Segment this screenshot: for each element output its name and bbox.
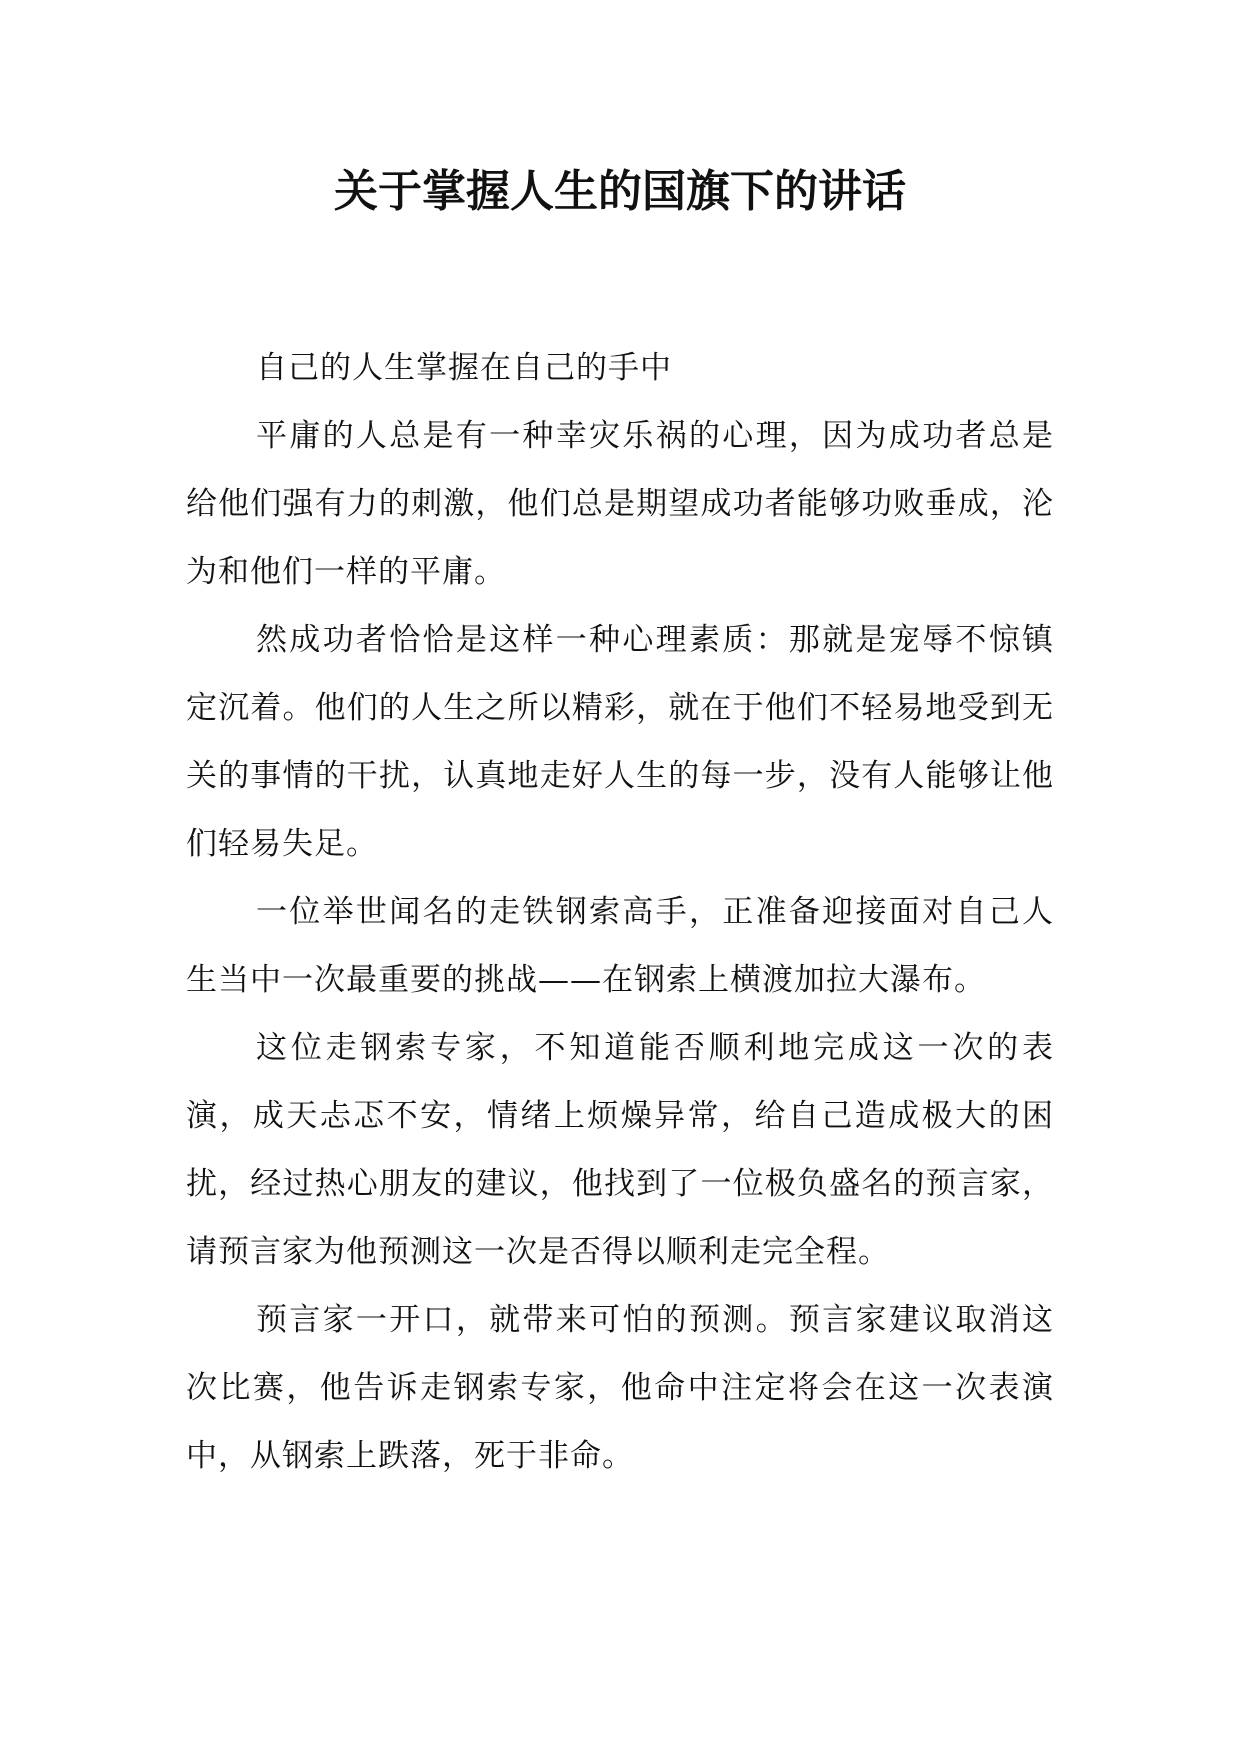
- document-title: 关于掌握人生的国旗下的讲话: [334, 166, 906, 217]
- paragraph-4: 一位举世闻名的走铁钢索高手，正准备迎接面对自己人生当中一次最重要的挑战——在钢索上横渡加拉大瀑布。: [186, 894, 1054, 998]
- paragraph-5: 这位走钢索专家，不知道能否顺利地完成这一次的表演，成天忐忑不安，情绪上烦燥异常，给自己造成极大的困扰，经过热心朋友的建议，他找到了一位极负盛名的预言家，请预言家为他预测这一次是否得以顺利走完全程。: [186, 1030, 1054, 1270]
- paragraph-6: 预言家一开口，就带来可怕的预测。预言家建议取消这次比赛，他告诉走钢索专家，他命中注定将会在这一次表演中，从钢索上跌落，死于非命。: [186, 1302, 1054, 1474]
- document-body: [186, 334, 1054, 1490]
- paragraph-3: 然成功者恰恰是这样一种心理素质：那就是宠辱不惊镇定沉着。他们的人生之所以精彩，就在于他们不轻易地受到无关的事情的干扰，认真地走好人生的每一步，没有人能够让他们轻易失足。: [186, 622, 1054, 862]
- paragraph-1: 自己的人生掌握在自己的手中: [256, 350, 672, 386]
- paragraph-2: 平庸的人总是有一种幸灾乐祸的心理，因为成功者总是给他们强有力的刺激，他们总是期望成功者能够功败垂成，沦为和他们一样的平庸。: [186, 418, 1054, 590]
